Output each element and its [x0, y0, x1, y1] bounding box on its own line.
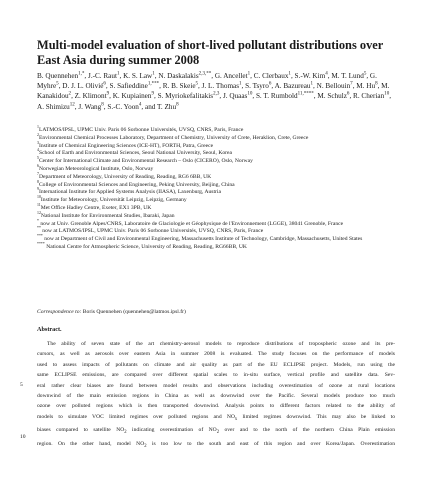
affiliation: $^{10}$Institute for Meteorology, Universität Leipzig, Leipzig, Germany	[37, 195, 187, 204]
affiliation: $^1$LATMOS/IPSL, UPMC Univ. Paris 06 Sorbonne Universités, UVSQ, CNRS, Paris, France	[37, 125, 244, 133]
affiliation: $^{11}$Met Office Hadley Centre, Exeter, EX1 3PB, UK	[37, 203, 152, 211]
abstract-line: same ECLIPSE emissions, are compared over different spatial scales to in-situ surface, vertical profile and satellite data. Sev-	[37, 372, 395, 379]
paper-title: Multi-model evaluation of short-lived pollutant distributions over East Asia during summer 2008	[37, 38, 384, 67]
affiliation: *** now at Department of Civil and Environmental Engineering, Massachusetts Institute of Technology, Cambridge, Massachusetts, United States	[37, 234, 363, 243]
abstract-line: ozone over polluted regions which is then transported downwind. Analysis points to different factors related to the ability of	[37, 403, 395, 410]
affiliation: $^6$Norwegian Meteorological Institute, Oslo, Norway	[37, 164, 154, 172]
abstract-heading: Abstract.	[37, 326, 62, 333]
abstract-body	[37, 339, 395, 452]
author-list: B. Quennehen$^{1,*}$, J.-C. Raut$^1$, K. S. Law$^1$, N. Daskalakis$^{2,3,**}$, G. Ancellet$^1$, C. Clerbaux$^1$, S.-W. Kim$^4$, M. T. Lund$^5$, G. Myhre$^5$, D. J. L. Olivié$^6$, S. Safieddine$^{1,***}$, R. B. Skeie$^5$, J. L. Thomas$^1$, S. Tsyro$^6$, A. Bazureau$^1$, N. Bellouin$^7$, M. Hu$^8$, M. Kanakidou$^2$, Z. Klimont$^9$, K. Kupiainen$^9$, S. Myriokefalitakis$^{2,3}$, J. Quaas$^{10}$, S. T. Rumbold$^{11,****}$, M. Schulz$^6$, R. Cherian$^{10}$, A. Shimizu$^{12}$, J. Wang$^8$, S.-C. Yoon$^4$, and T. Zhu$^8$	[37, 71, 391, 111]
affiliation: $^5$Center for International Climate and Environmental Research – Oslo (CICERO), Oslo, Norway	[37, 156, 253, 165]
line-number: 10	[20, 434, 26, 440]
affiliation: $^{12}$National Institute for Environmental Studies, Ibaraki, Japan	[37, 210, 175, 219]
affiliation: $^3$Institute of Chemical Engineering Sciences (ICE-HT), FORTH, Patra, Greece	[37, 140, 214, 149]
affiliation: * now at Univ. Grenoble Alpes/CNRS, Laboratoire de Glaciologie et Géophysique de l'Environnement (LGGE), 38041 Grenoble, France	[37, 218, 344, 227]
abstract-line-no2-south: region. On the other hand, model $NO_2$ is too low to the south and east of this region and over Korea/Japan. Overestimation	[37, 440, 396, 449]
line-number: 5	[20, 382, 23, 388]
affiliation: $^9$International Institute for Applied Systems Analysis (IIASA), Laxenburg, Austria	[37, 187, 221, 196]
abstract-line: downwind of the main emission regions in China as well as downwind over the Pacific. Several models produce too much	[37, 393, 395, 400]
affiliation: $^4$School of Earth and Environmental Sciences, Seoul National University, Seoul, Korea	[37, 148, 232, 157]
correspondence-label: Correspondence to:	[37, 309, 82, 315]
correspondence-value: Boris Quennehen (quennehen@latmos.ipsl.fr)	[82, 309, 186, 315]
correspondence	[37, 309, 397, 317]
abstract-line: cursors, as well as aerosols over eastern Asia in summer 2008 is evaluated. The study focuses on the performance of models	[37, 351, 395, 358]
abstract-line-no2: biases compared to satellite $NO_2$ indicating overestimation of $NO_2$ over and to the north of the northern China Plain emission	[37, 427, 395, 436]
affiliation: ** now at LATMOS/IPSL, UPMC Univ. Paris 06 Sorbonne Universités, UVSQ, CNRS, Paris, France	[37, 226, 264, 235]
affiliation: $^7$Department of Meteorology, University of Reading, Reading, RG6 6BB, UK	[37, 171, 212, 180]
abstract-line-nox: models to simulate VOC limited regimes over polluted regions and $NO_x$ limited regimes downwind. This may also be linked to	[37, 413, 395, 422]
affiliation-list	[37, 127, 397, 252]
affiliation: $^2$Environmental Chemical Processes Laboratory, Department of Chemistry, University of Crete, Heraklion, Crete, Greece	[37, 132, 309, 141]
affiliation: **** National Centre for Atmospheric Science, University of Reading, Reading, RG66BB, UK	[37, 242, 247, 250]
abstract-line: eral rather clear biases are found between model results and observations including overestimation of ozone at rural locations	[37, 382, 395, 389]
affiliation: $^8$College of Environmental Sciences and Engineering, Peking University, Beijing, China	[37, 179, 235, 188]
abstract-line: The ability of seven state of the art chemistry-aerosol models to reproduce distributions of tropospheric ozone and its pre-	[47, 341, 395, 347]
abstract-line: used to assess impacts of pollutants on climate and air quality as part of the EU ECLIPSE project. Models, run using the	[37, 361, 395, 368]
